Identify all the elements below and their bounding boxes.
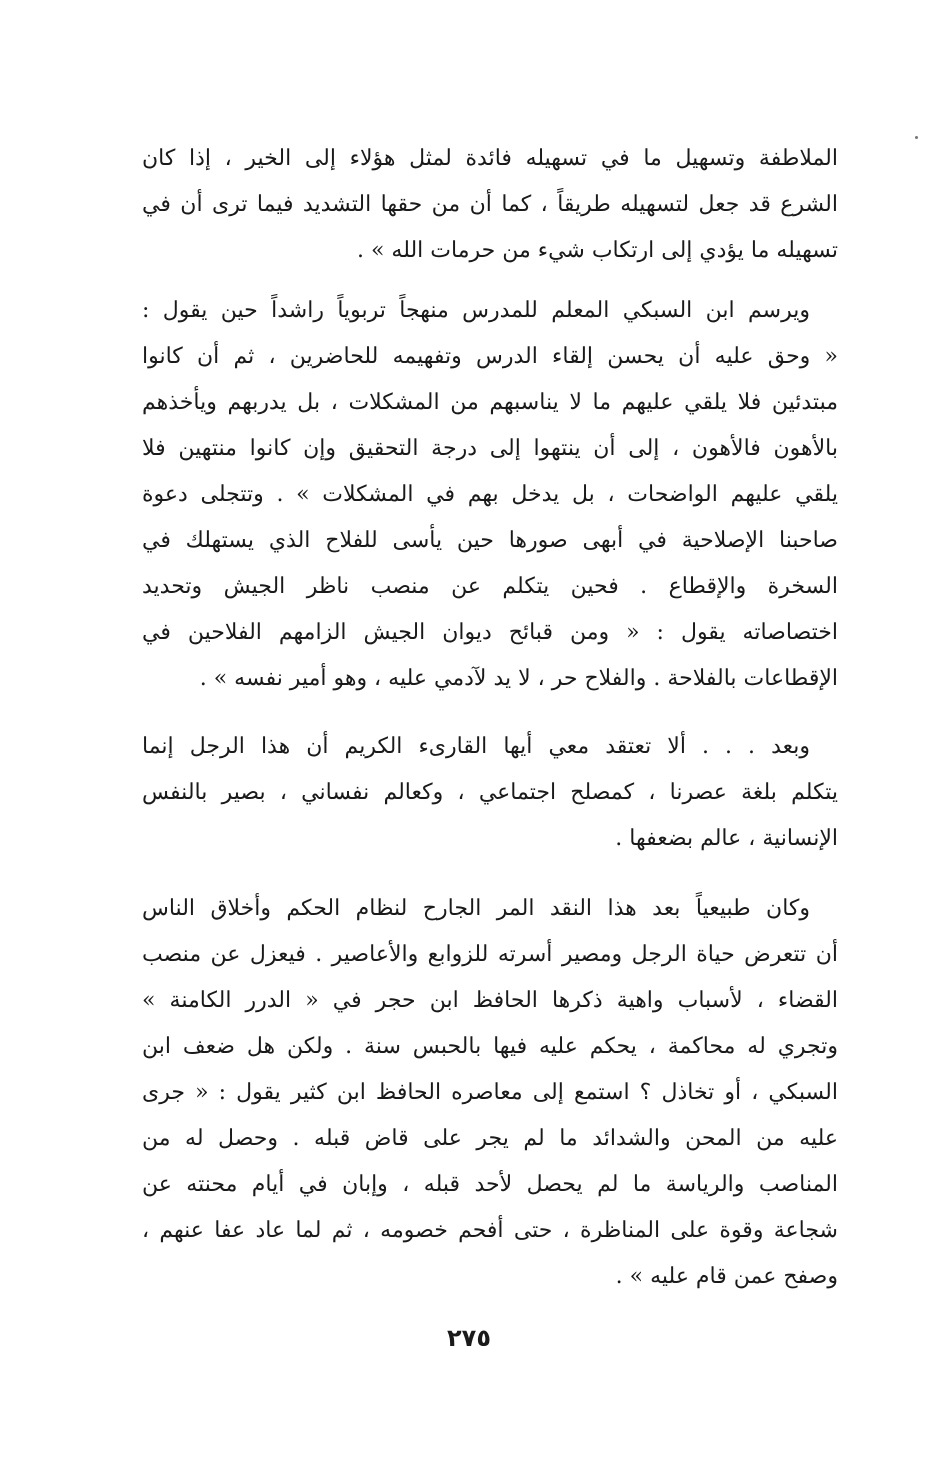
text-line: الإقطاعات بالفلاحة . والفلاح حر ، لا يد لآدمي عليه ، وهو أمير نفسه » . bbox=[199, 666, 838, 691]
text-line: يلقي عليهم الواضحات ، بل يدخل بهم في المشكلات » . وتتجلى دعوة bbox=[142, 482, 838, 507]
paragraph-4 bbox=[142, 886, 838, 1300]
text-line: القضاء ، لأسباب واهية ذكرها الحافظ ابن حجر في « الدرر الكامنة » bbox=[142, 988, 838, 1013]
paragraph-1 bbox=[142, 136, 838, 274]
text-line: « وحق عليه أن يحسن إلقاء الدرس وتفهيمه للحاضرين ، ثم أن كانوا bbox=[142, 344, 838, 369]
paragraph-2 bbox=[142, 288, 838, 702]
scan-speck bbox=[915, 136, 918, 139]
text-line: شجاعة وقوة على المناظرة ، حتى أفحم خصومه ، ثم لما عاد عفا عنهم ، bbox=[142, 1218, 838, 1243]
text-line: وكان طبيعياً بعد هذا النقد المر الجارح لنظام الحكم وأخلاق الناس bbox=[142, 896, 810, 921]
text-line: أن تتعرض حياة الرجل ومصير أسرته للزوابع والأعاصير . فيعزل عن منصب bbox=[142, 942, 838, 967]
text-line: صاحبنا الإصلاحية في أبهى صورها حين يأسى للفلاح الذي يستهلك في bbox=[142, 528, 838, 553]
page-number: ٢٧٥ bbox=[447, 1324, 491, 1352]
text-line: بالأهون فالأهون ، إلى أن ينتهوا إلى درجة التحقيق وإن كانوا منتهين فلا bbox=[142, 436, 838, 461]
text-line: المناصب والرياسة ما لم يحصل لأحد قبله ، وإبان في أيام محنته عن bbox=[142, 1172, 838, 1197]
text-line: ويرسم ابن السبكي المعلم للمدرس منهجاً تربوياً راشداً حين يقول : bbox=[142, 298, 810, 323]
text-line: وصفح عمن قام عليه » . bbox=[615, 1264, 838, 1289]
text-line: عليه من المحن والشدائد ما لم يجر على قاض قبله . وحصل له من bbox=[142, 1126, 838, 1151]
text-line: مبتدئين فلا يلقي عليهم ما لا يناسبهم من المشكلات ، بل يدربهم ويأخذهم bbox=[142, 390, 838, 415]
text-line: وبعد . . . ألا تعتقد معي أيها القارىء الكريم أن هذا الرجل إنما bbox=[142, 734, 810, 759]
paragraph-3 bbox=[142, 724, 838, 862]
text-line: وتجري له محاكمة ، يحكم عليه فيها بالحبس سنة . ولكن هل ضعف ابن bbox=[142, 1034, 838, 1059]
text-line: السبكي ، أو تخاذل ؟ استمع إلى معاصره الحافظ ابن كثير يقول : « جرى bbox=[142, 1080, 838, 1105]
text-line: يتكلم بلغة عصرنا ، كمصلح اجتماعي ، وكعالم نفساني ، بصير بالنفس bbox=[142, 780, 838, 805]
text-line: تسهيله ما يؤدي إلى ارتكاب شيء من حرمات الله » . bbox=[356, 238, 838, 263]
text-line: السخرة والإقطاع . فحين يتكلم عن منصب ناظر الجيش وتحديد bbox=[142, 574, 838, 599]
text-line: الشرع قد جعل لتسهيله طريقاً ، كما أن من حقها التشديد فيما ترى أن في bbox=[142, 192, 838, 217]
text-line: الإنسانية ، عالم بضعفها . bbox=[615, 826, 838, 851]
text-line: الملاطفة وتسهيل ما في تسهيله فائدة لمثل هؤلاء إلى الخير ، إذا كان bbox=[142, 146, 838, 171]
text-line: اختصاصاته يقول : « ومن قبائح ديوان الجيش الزامهم الفلاحين في bbox=[142, 620, 838, 645]
